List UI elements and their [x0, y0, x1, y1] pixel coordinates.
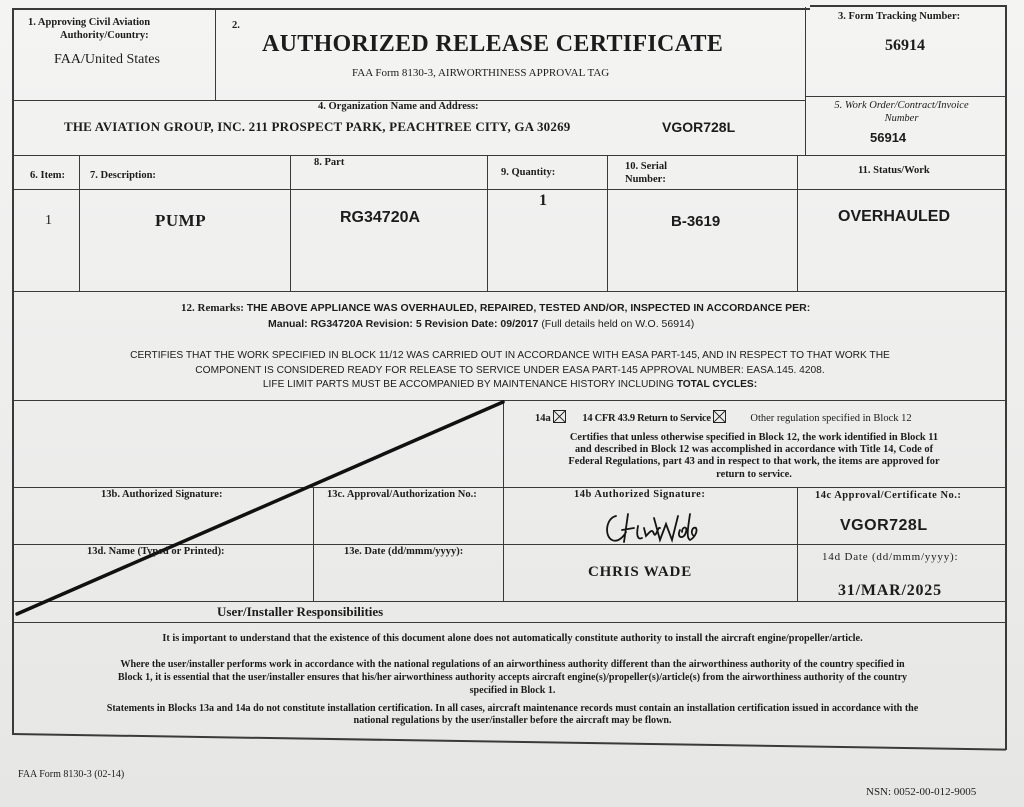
block14a-checkbox-row — [535, 410, 912, 424]
block13c-label: 13c. Approval/Authorization No.: — [327, 489, 477, 500]
block4-label: 4. Organization Name and Address: — [318, 101, 479, 112]
block13d-label: 13d. Name (Typed or Printed): — [87, 546, 225, 557]
serial-number: B-3619 — [671, 213, 721, 230]
organization-code: VGOR728L — [662, 119, 736, 135]
easa-certification: CERTIFIES THAT THE WORK SPECIFIED IN BLOCK 11/12 WAS CARRIED OUT IN ACCORDANCE WITH EASA PART-145, AND IN RESPECT TO THAT WORK THE COMPONENT IS CONSIDERED READY FOR RELEASE TO SERVICE UNDER EASA PART-145 APPROVAL NUMBER: EASA.145. 4208. LIFE LIMIT PARTS MUST BE ACCOMPANIED BY MAINTENANCE HISTORY INCLUDING TOTAL CYCLES: — [130, 350, 890, 390]
remarks-text: THE ABOVE APPLIANCE WAS OVERHAULED, REPAIRED, TESTED AND/OR, INSPECTED IN ACCORDANCE PER: — [246, 302, 811, 314]
block14b-label: 14b Authorized Signature: — [574, 489, 706, 500]
printed-name: CHRIS WADE — [588, 564, 692, 580]
tracking-number: 56914 — [885, 37, 925, 54]
block14a-checkbox[interactable] — [553, 410, 566, 423]
cfr-checkbox[interactable] — [713, 410, 726, 423]
item-header: 6. Item: — [30, 170, 65, 181]
block14d-label: 14d Date (dd/mmm/yyyy): — [822, 551, 959, 563]
remarks-line2 — [268, 318, 694, 330]
user-paragraph-2: Where the user/installer performs work in accordance with the national regulations of an airworthiness authority different than the airworthiness authority of the country specified in Block 1, it is essential that the user/installer ensures that his/her airworthiness authority accepts aircraft engine(s)/propeller(s)/article(s) from the airworthiness authority of the country specified in Block 1. — [117, 659, 908, 696]
nsn-number: NSN: 0052-00-012-9005 — [866, 786, 977, 798]
description-header: 7. Description: — [90, 170, 156, 181]
block13e-label: 13e. Date (dd/mmm/yyyy): — [344, 546, 464, 557]
block14a-label: 14a — [535, 413, 551, 424]
handwritten-signature — [598, 508, 708, 546]
form-identifier: FAA Form 8130-3 (02-14) — [18, 769, 125, 780]
remarks-label: 12. Remarks: — [181, 302, 244, 314]
item-status: OVERHAULED — [838, 208, 951, 225]
block1-label: 1. Approving Civil Aviation Authority/Country: — [28, 17, 151, 41]
item-quantity: 1 — [539, 192, 547, 209]
item-description: PUMP — [155, 211, 207, 230]
quantity-header: 9. Quantity: — [501, 167, 556, 178]
form-subtitle: FAA Form 8130-3, AIRWORTHINESS APPROVAL TAG — [352, 67, 610, 79]
block2-label: 2. — [232, 20, 240, 31]
form-title: AUTHORIZED RELEASE CERTIFICATE — [262, 31, 724, 57]
item-number: 1 — [45, 213, 52, 228]
release-date: 31/MAR/2025 — [838, 582, 942, 599]
part-number: RG34720A — [340, 209, 421, 226]
remarks-manual: Manual: RG34720A Revision: 5 Revision Date: 09/2017 — [268, 318, 539, 330]
serial-header: 10. Serial Number: — [625, 161, 667, 185]
organization-address: THE AVIATION GROUP, INC. 211 PROSPECT PARK, PEACHTREE CITY, GA 30269 — [64, 119, 571, 134]
remarks-wo-note: (Full details held on W.O. 56914) — [541, 318, 695, 330]
user-installer-heading: User/Installer Responsibilities — [217, 604, 384, 619]
user-paragraph-1: It is important to understand that the existence of this document alone does not automatically constitute authority to install the aircraft engine/propeller/article. — [162, 633, 863, 644]
remarks-line1 — [181, 302, 810, 314]
work-order-number: 56914 — [870, 130, 907, 145]
block13b-label: 13b. Authorized Signature: — [101, 489, 223, 500]
block1-value: FAA/United States — [54, 52, 160, 67]
block14a-certification: Certifies that unless otherwise specified in Block 12, the work identified in Block 11 and described in Block 12 was accomplished in accordance with Title 14, Code of Federal Regulations, part 43 and in respect to that work, the items are approved for return to service. — [568, 432, 940, 480]
approval-certificate-number: VGOR728L — [840, 517, 928, 534]
block14c-label: 14c Approval/Certificate No.: — [815, 490, 962, 501]
other-regulation-label: Other regulation specified in Block 12 — [750, 413, 912, 424]
user-paragraph-3: Statements in Blocks 13a and 14a do not constitute installation certification. In all cases, aircraft maintenance records must contain an installation certification issued in accordance with the national regulations by the user/installer before the aircraft may be flown. — [106, 703, 919, 726]
part-header: 8. Part — [314, 157, 345, 168]
block3-label: 3. Form Tracking Number: — [838, 11, 961, 22]
block5-label: 5. Work Order/Contract/Invoice Number — [834, 100, 969, 124]
cfr-label: 14 CFR 43.9 Return to Service — [582, 413, 711, 424]
status-header: 11. Status/Work — [858, 165, 930, 176]
